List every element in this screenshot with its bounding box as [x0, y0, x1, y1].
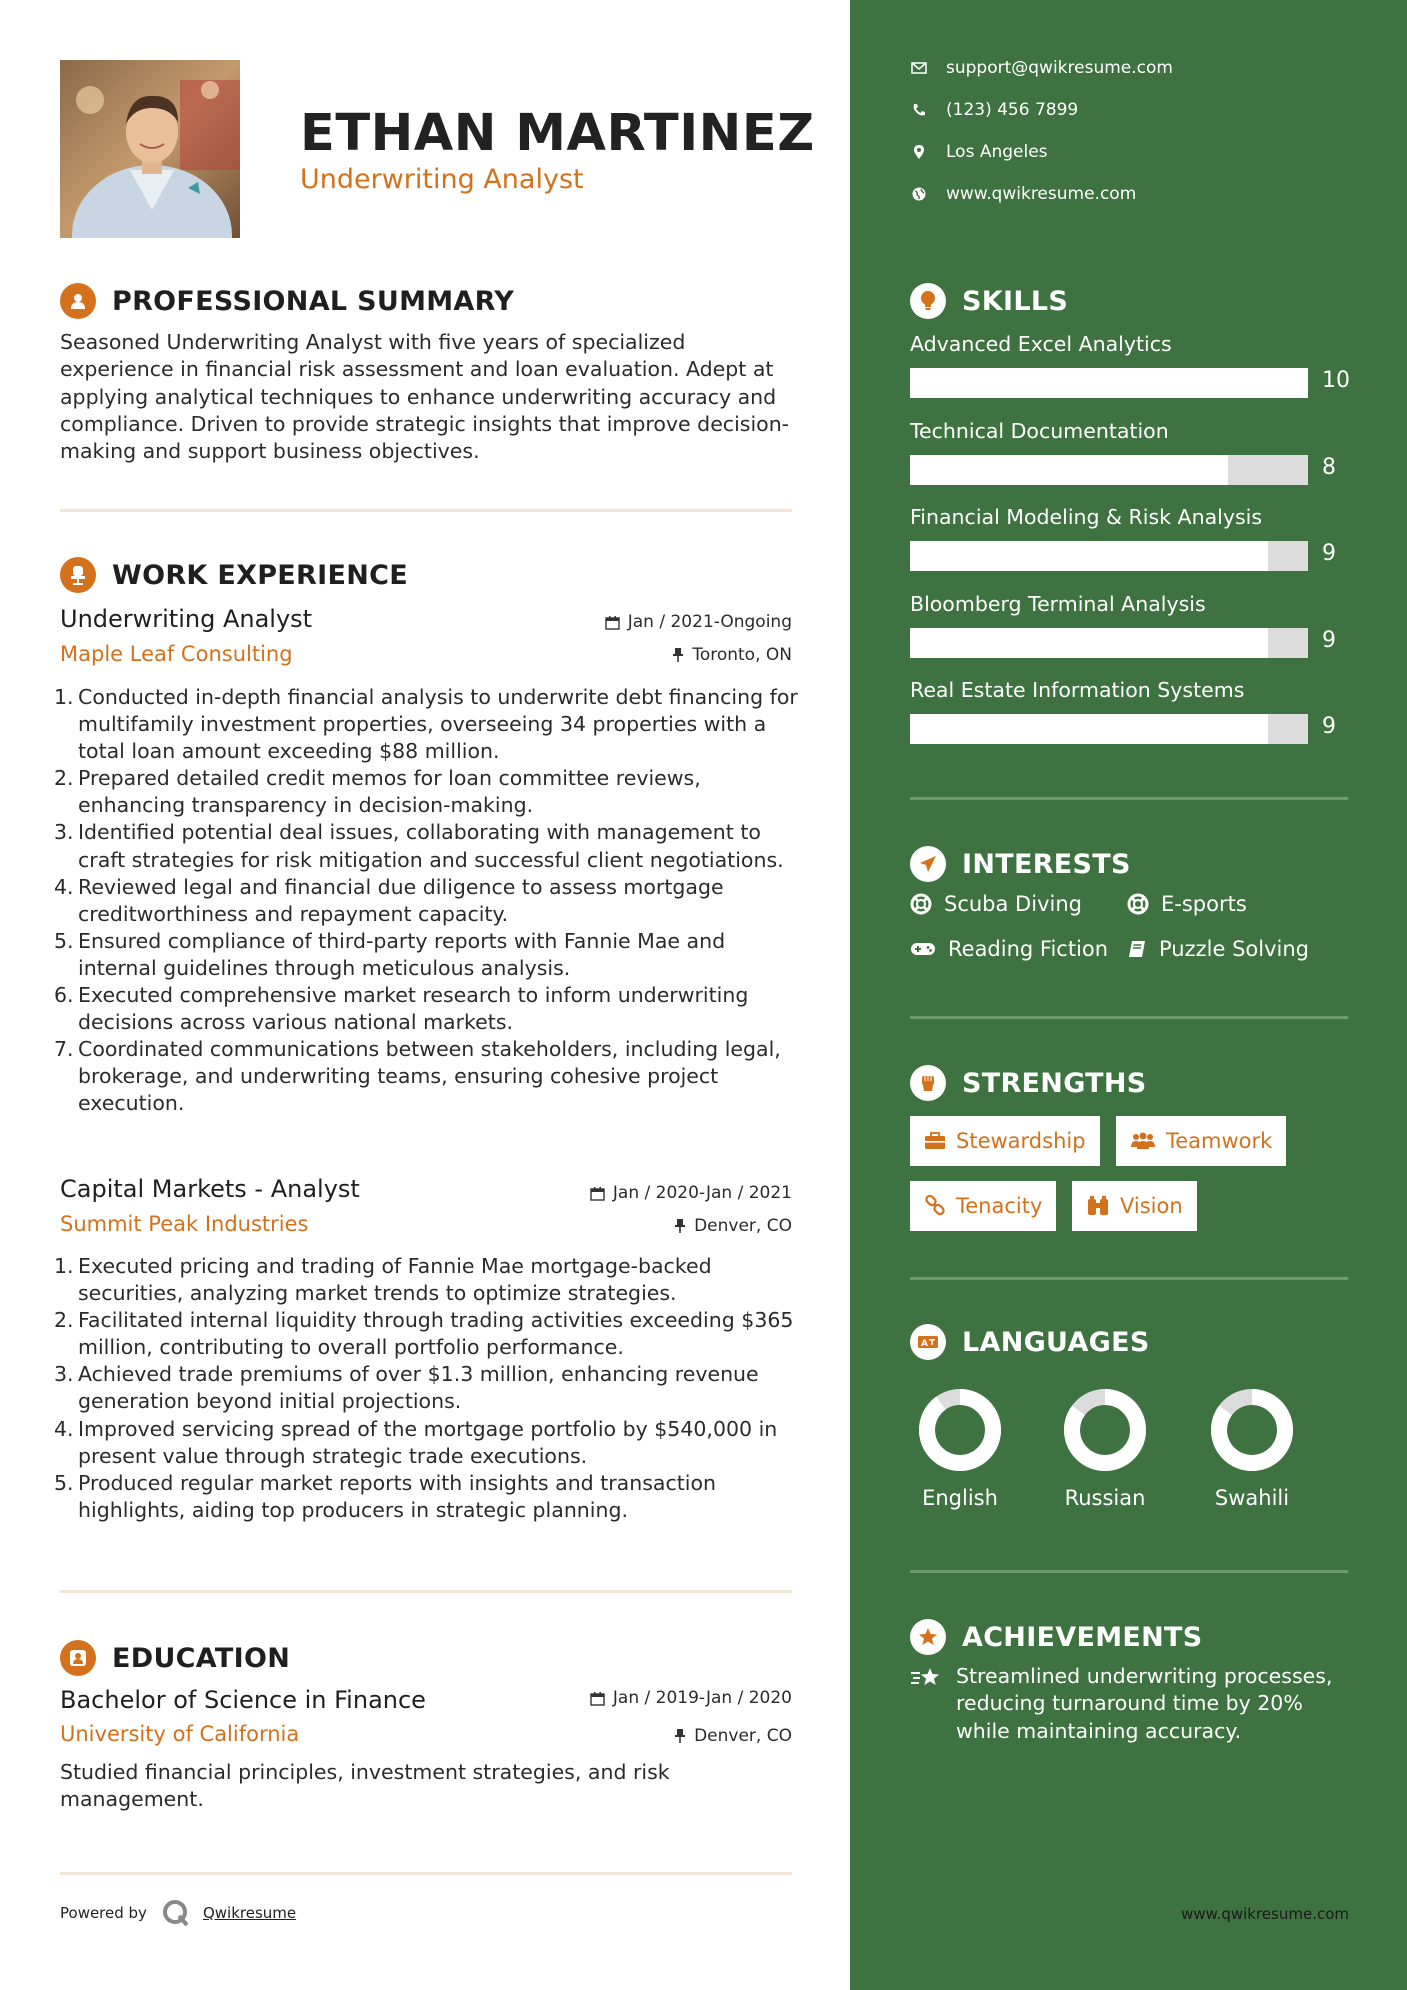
- lifebuoy-icon: [1127, 893, 1149, 915]
- skill-bar-fill: [910, 714, 1268, 744]
- skill-value: 10: [1322, 368, 1350, 393]
- language-label: Swahili: [1214, 1486, 1290, 1510]
- shooting-star-icon: [910, 1665, 942, 1693]
- star-icon: [910, 1619, 946, 1655]
- job-dates-text: Jan / 2020-Jan / 2021: [612, 1183, 792, 1203]
- globe-icon: [910, 187, 928, 201]
- pin-icon: [674, 1728, 686, 1744]
- skill-label: Advanced Excel Analytics: [910, 332, 1172, 356]
- skills-heading: [910, 283, 1068, 319]
- envelope-icon: [910, 62, 928, 74]
- experience-heading-text: WORK EXPERIENCE: [112, 559, 408, 591]
- chair-icon: [60, 557, 96, 593]
- candidate-name: ETHAN MARTINEZ: [300, 104, 815, 163]
- skill-bar-fill: [910, 455, 1228, 485]
- summary-text: Seasoned Underwriting Analyst with five years of specialized experience in financial risk assessment and loan evaluation. Adept at applying analytical techniques to enhance underwriting accuracy and compliance. Driven to provide strategic insights that improve decision-making and support business objectives.: [60, 330, 790, 464]
- powered-by-text: Powered by: [60, 1904, 147, 1922]
- achievement-item: [910, 1663, 1350, 1745]
- language-label: Russian: [1064, 1486, 1146, 1510]
- calendar-icon: [590, 1691, 605, 1706]
- interest-item: [910, 937, 1108, 961]
- interest-label: Reading Fiction: [948, 937, 1109, 961]
- language-donut: [918, 1388, 1002, 1472]
- strengths-heading: [910, 1065, 1147, 1101]
- interest-label: Scuba Diving: [944, 892, 1082, 916]
- company-name: Summit Peak Industries: [60, 1212, 309, 1236]
- skill-bar-fill: [910, 368, 1308, 398]
- email-text: support@qwikresume.com: [946, 58, 1173, 78]
- degree-title: Bachelor of Science in Finance: [60, 1686, 426, 1714]
- graduate-icon: [60, 1640, 96, 1676]
- divider: [60, 1872, 792, 1875]
- map-marker-icon: [910, 145, 928, 159]
- skill-bar: [910, 541, 1308, 571]
- summary-heading: [60, 283, 514, 319]
- phone-text: (123) 456 7899: [946, 100, 1079, 120]
- education-heading-text: EDUCATION: [112, 1642, 291, 1674]
- contact-email[interactable]: [910, 58, 1173, 78]
- education-dates-text: Jan / 2019-Jan / 2020: [612, 1688, 792, 1708]
- job-location-text: Denver, CO: [694, 1216, 792, 1236]
- list-item: 4. Improved servicing spread of the mortgage portfolio by $540,000 in present value through strategic trade executions.: [54, 1416, 778, 1468]
- strength-badge: [910, 1116, 1100, 1166]
- svg-text:A: A: [921, 1339, 928, 1349]
- experience-heading: [60, 557, 408, 593]
- divider: [910, 1016, 1348, 1019]
- education-dates: [590, 1688, 792, 1708]
- job-location: [672, 645, 792, 665]
- link-icon: [924, 1195, 946, 1217]
- users-icon: [1130, 1132, 1156, 1150]
- language-donut-fill: [927, 1397, 993, 1463]
- interest-item: [1127, 892, 1247, 916]
- language-donut: [1210, 1388, 1294, 1472]
- contact-phone[interactable]: [910, 100, 1078, 120]
- school-name: University of California: [60, 1722, 300, 1746]
- skill-bar-fill: [910, 541, 1268, 571]
- languages-heading-text: LANGUAGES: [962, 1326, 1150, 1358]
- job-location-text: Toronto, ON: [692, 645, 792, 665]
- phone-icon: [910, 103, 928, 117]
- list-item: 2. Prepared detailed credit memos for loan committee reviews, enhancing transparency in decision-making.: [54, 766, 701, 818]
- calendar-icon: [605, 615, 620, 630]
- book-icon: [1127, 939, 1147, 959]
- skill-label: Financial Modeling & Risk Analysis: [910, 505, 1263, 529]
- list-item: 2. Facilitated internal liquidity through trading activities exceeding $365 million, contributing to overall portfolio performance.: [54, 1308, 794, 1360]
- interest-label: Puzzle Solving: [1159, 937, 1309, 961]
- qwikresume-logo-icon: [161, 1898, 191, 1928]
- list-item: 3. Achieved trade premiums of over $1.3 million, enhancing revenue generation beyond initial projections.: [54, 1362, 759, 1414]
- list-item: 1. Executed pricing and trading of Fannie Mae mortgage-backed securities, analyzing market trends to optimize strategies.: [54, 1254, 712, 1306]
- powered-by: [60, 1898, 296, 1928]
- profile-photo: [60, 60, 240, 238]
- fist-icon: [910, 1065, 946, 1101]
- strength-badge: [1072, 1181, 1197, 1231]
- skill-bar: [910, 628, 1308, 658]
- divider: [60, 509, 792, 512]
- translate-icon: [910, 1324, 946, 1360]
- job-dates: [590, 1183, 792, 1203]
- education-location-text: Denver, CO: [694, 1726, 792, 1746]
- divider: [910, 797, 1348, 800]
- list-item: 3. Identified potential deal issues, collaborating with management to craft strategies for risk mitigation and successful client negotiations.: [54, 820, 784, 872]
- skills-heading-text: SKILLS: [962, 285, 1069, 317]
- footer-site[interactable]: www.qwikresume.com: [1181, 1905, 1349, 1923]
- education-location: [674, 1726, 792, 1746]
- skill-bar: [910, 368, 1308, 398]
- education-description: Studied financial principles, investment strategies, and risk management.: [60, 1760, 670, 1812]
- summary-heading-text: PROFESSIONAL SUMMARY: [112, 285, 515, 317]
- contact-website[interactable]: [910, 184, 1136, 204]
- list-item: 1. Conducted in-depth financial analysis to underwrite debt financing for multifamily investment properties, overseeing 34 properties with a total loan amount exceeding $88 million.: [54, 685, 798, 764]
- user-icon: [60, 283, 96, 319]
- interests-heading: [910, 846, 1131, 882]
- list-item: 7. Coordinated communications between stakeholders, including legal, brokerage, and underwriting teams, ensuring cohesive project execution.: [54, 1037, 781, 1116]
- strength-label: Teamwork: [1166, 1129, 1273, 1153]
- divider: [910, 1570, 1348, 1573]
- job-dates-text: Jan / 2021-Ongoing: [627, 612, 792, 632]
- list-item: 5. Ensured compliance of third-party reports with Fannie Mae and internal guidelines through meticulous analysis.: [54, 928, 726, 980]
- paper-plane-icon: [910, 846, 946, 882]
- interest-label: E-sports: [1161, 892, 1247, 916]
- job-bullets: [54, 684, 800, 1118]
- briefcase-icon: [924, 1132, 946, 1150]
- job-location: [674, 1216, 792, 1236]
- interests-heading-text: INTERESTS: [962, 848, 1131, 880]
- language-label: English: [922, 1486, 998, 1510]
- skill-bar-fill: [910, 628, 1268, 658]
- skill-value: 9: [1322, 541, 1336, 566]
- list-item: 4. Reviewed legal and financial due diligence to assess mortgage creditworthiness and repayment capacity.: [54, 874, 724, 926]
- skill-label: Real Estate Information Systems: [910, 678, 1245, 702]
- candidate-title: Underwriting Analyst: [300, 164, 584, 195]
- language-item: [900, 1388, 1020, 1510]
- job-title: Capital Markets - Analyst: [60, 1175, 360, 1203]
- skill-label: Bloomberg Terminal Analysis: [910, 591, 1206, 616]
- achievements-heading-text: ACHIEVEMENTS: [962, 1621, 1203, 1653]
- strengths-heading-text: STRENGTHS: [962, 1067, 1147, 1099]
- strength-badge: [1116, 1116, 1286, 1166]
- lifebuoy-icon: [910, 893, 932, 915]
- binoculars-icon: [1086, 1196, 1110, 1216]
- calendar-icon: [590, 1186, 605, 1201]
- contact-location: [910, 142, 1048, 162]
- website-text: www.qwikresume.com: [946, 184, 1137, 204]
- interest-item: [1127, 937, 1309, 961]
- pin-icon: [672, 647, 684, 663]
- skill-bar: [910, 455, 1308, 485]
- divider: [60, 1590, 792, 1593]
- achievements-heading: [910, 1619, 1203, 1655]
- language-item: [1045, 1388, 1165, 1510]
- sidebar: [850, 0, 1407, 1990]
- interest-item: [910, 892, 1082, 916]
- qwikresume-link[interactable]: Qwikresume: [202, 1904, 297, 1922]
- skill-label: Technical Documentation: [910, 418, 1169, 443]
- company-name: Maple Leaf Consulting: [60, 642, 293, 666]
- languages-heading: [910, 1324, 1150, 1360]
- language-item: [1192, 1388, 1312, 1510]
- strength-badge: [910, 1181, 1056, 1231]
- list-item: 5. Produced regular market reports with insights and transaction highlights, aiding top producers in strategic planning.: [54, 1470, 717, 1522]
- location-text: Los Angeles: [946, 142, 1048, 162]
- pin-icon: [674, 1218, 686, 1234]
- skill-value: 9: [1322, 627, 1336, 653]
- job-bullets: [54, 1253, 800, 1524]
- strength-label: Stewardship: [956, 1129, 1086, 1153]
- education-heading: [60, 1640, 290, 1676]
- skill-value: 9: [1322, 714, 1336, 739]
- job-dates: [605, 612, 792, 632]
- gamepad-icon: [910, 941, 936, 957]
- achievement-text: Streamlined underwriting processes, reducing turnaround time by 20% while maintaining accuracy.: [956, 1664, 1333, 1743]
- skill-bar: [910, 714, 1308, 744]
- job-title: Underwriting Analyst: [60, 605, 313, 633]
- skill-value: 8: [1322, 454, 1336, 480]
- strength-label: Tenacity: [956, 1194, 1043, 1218]
- list-item: 6. Executed comprehensive market research to inform underwriting decisions across various national markets.: [54, 983, 749, 1035]
- strength-label: Vision: [1120, 1194, 1183, 1218]
- divider: [910, 1277, 1348, 1280]
- language-donut: [1063, 1388, 1147, 1472]
- lightbulb-icon: [910, 283, 946, 319]
